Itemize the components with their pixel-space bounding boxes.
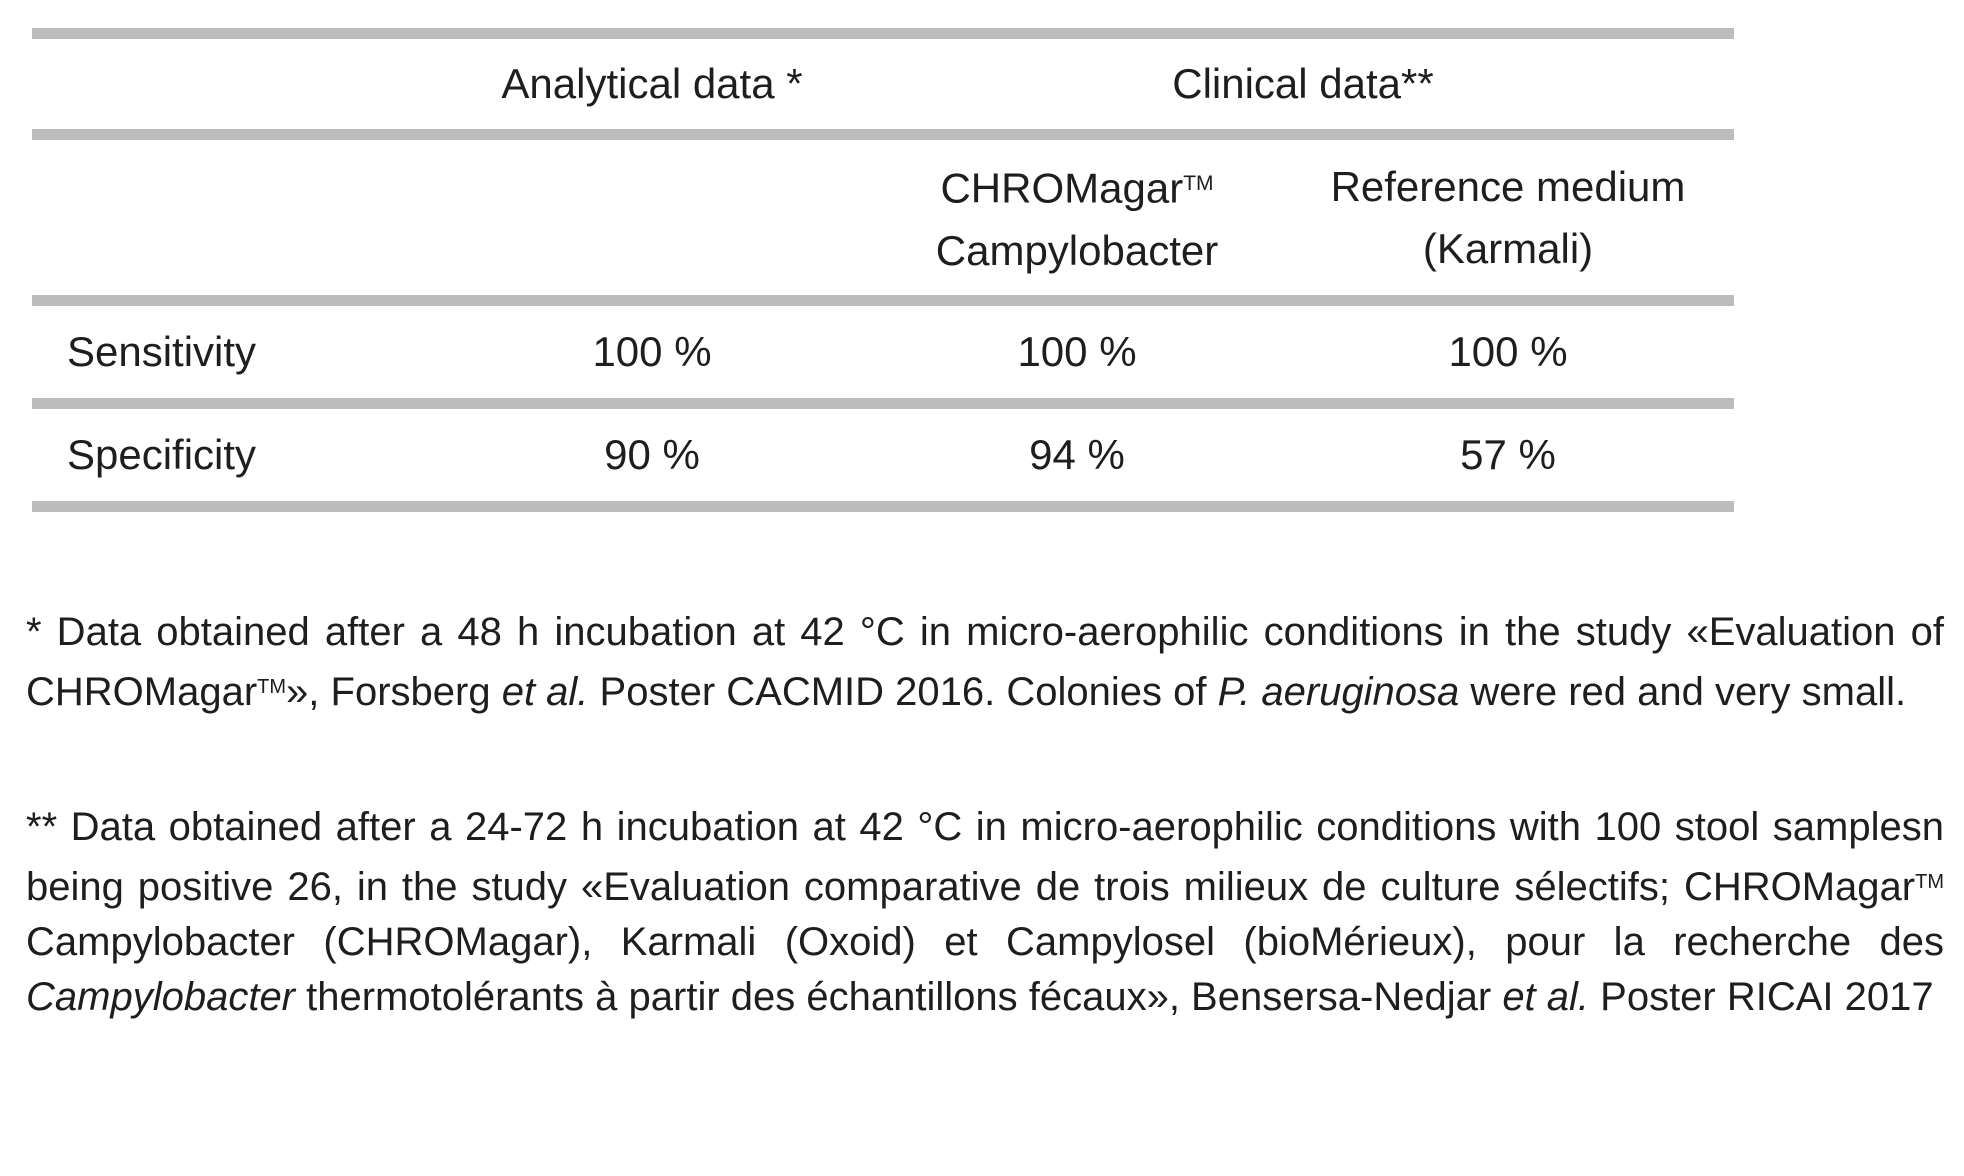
footnote-text-italic: et al. (1502, 975, 1590, 1019)
chromagar-value-cell: 100 % (1017, 328, 1137, 375)
group-header-clinical: Clinical data** (1172, 60, 1434, 107)
reference-name-line1: Reference medium (1330, 162, 1686, 210)
table-rule-bottom (32, 501, 1734, 512)
reference-value-cell: 57 % (1460, 431, 1556, 478)
row-label: Sensitivity (67, 328, 257, 375)
chromagar-value-cell: 94 % (1029, 431, 1125, 478)
chromagar-name: CHROMagar (940, 164, 1184, 212)
table-rule-2 (32, 129, 1734, 140)
footnotes-section (26, 605, 1944, 1025)
footnote-analytical (26, 605, 1944, 720)
footnote-clinical (26, 800, 1944, 1025)
footnote-text: thermotolérants à partir des échantillons fécaux», Bensersa-Nedjar (295, 975, 1503, 1019)
table-row-sensitivity (32, 306, 1734, 398)
chromagar-name-line (872, 153, 1282, 220)
footnote-text-italic: Campylobacter (26, 975, 296, 1019)
trademark-symbol: TM (1915, 871, 1944, 893)
footnote-text: ** Data obtained after a 24-72 h incubation at 42 °C in micro-aerophilic conditions with 100 stool samplesn being positive 26, in the study «Evaluation comparative de trois milieux de culture sélectifs; CHROMagar (26, 805, 1944, 909)
trademark-symbol: TM (1183, 172, 1214, 196)
table-rule-3 (32, 295, 1734, 306)
footnote-text: Poster CACMID 2016. Colonies of (588, 670, 1218, 714)
chromagar-name-line2: Campylobacter (935, 226, 1219, 274)
reference-name-line2: (Karmali) (1422, 224, 1594, 272)
row-label: Specificity (67, 431, 257, 478)
footnote-text: », Forsberg (286, 670, 502, 714)
footnote-text: were red and very small. (1459, 670, 1907, 714)
footnote-text-italic: P. aeruginosa (1217, 670, 1460, 714)
column-header-reference (1282, 156, 1734, 280)
column-header-chromagar (872, 153, 1282, 282)
table-column-header-row (32, 140, 1734, 295)
footnote-text: Poster RICAI 2017 (1589, 975, 1934, 1019)
footnote-text: * Data obtained after a 48 h incubation at 42 °C in micro-aerophilic conditions in the study «Evaluation of CHROMagar (26, 610, 1944, 714)
footnote-text: Campylobacter (CHROMagar), Karmali (Oxoid) et Campylosel (bioMérieux), pour la recherche des (26, 920, 1944, 964)
reference-value-cell: 100 % (1448, 328, 1568, 375)
results-table (32, 28, 1734, 512)
table-row-specificity (32, 409, 1734, 501)
table-group-header-row (32, 39, 1734, 129)
table-rule-4 (32, 398, 1734, 409)
trademark-symbol: TM (257, 676, 287, 698)
footnote-text-italic: et al. (501, 670, 589, 714)
analytical-value-cell: 100 % (592, 328, 712, 375)
group-header-analytical: Analytical data * (501, 60, 803, 107)
analytical-value-cell: 90 % (604, 431, 700, 478)
table-rule-top (32, 28, 1734, 39)
